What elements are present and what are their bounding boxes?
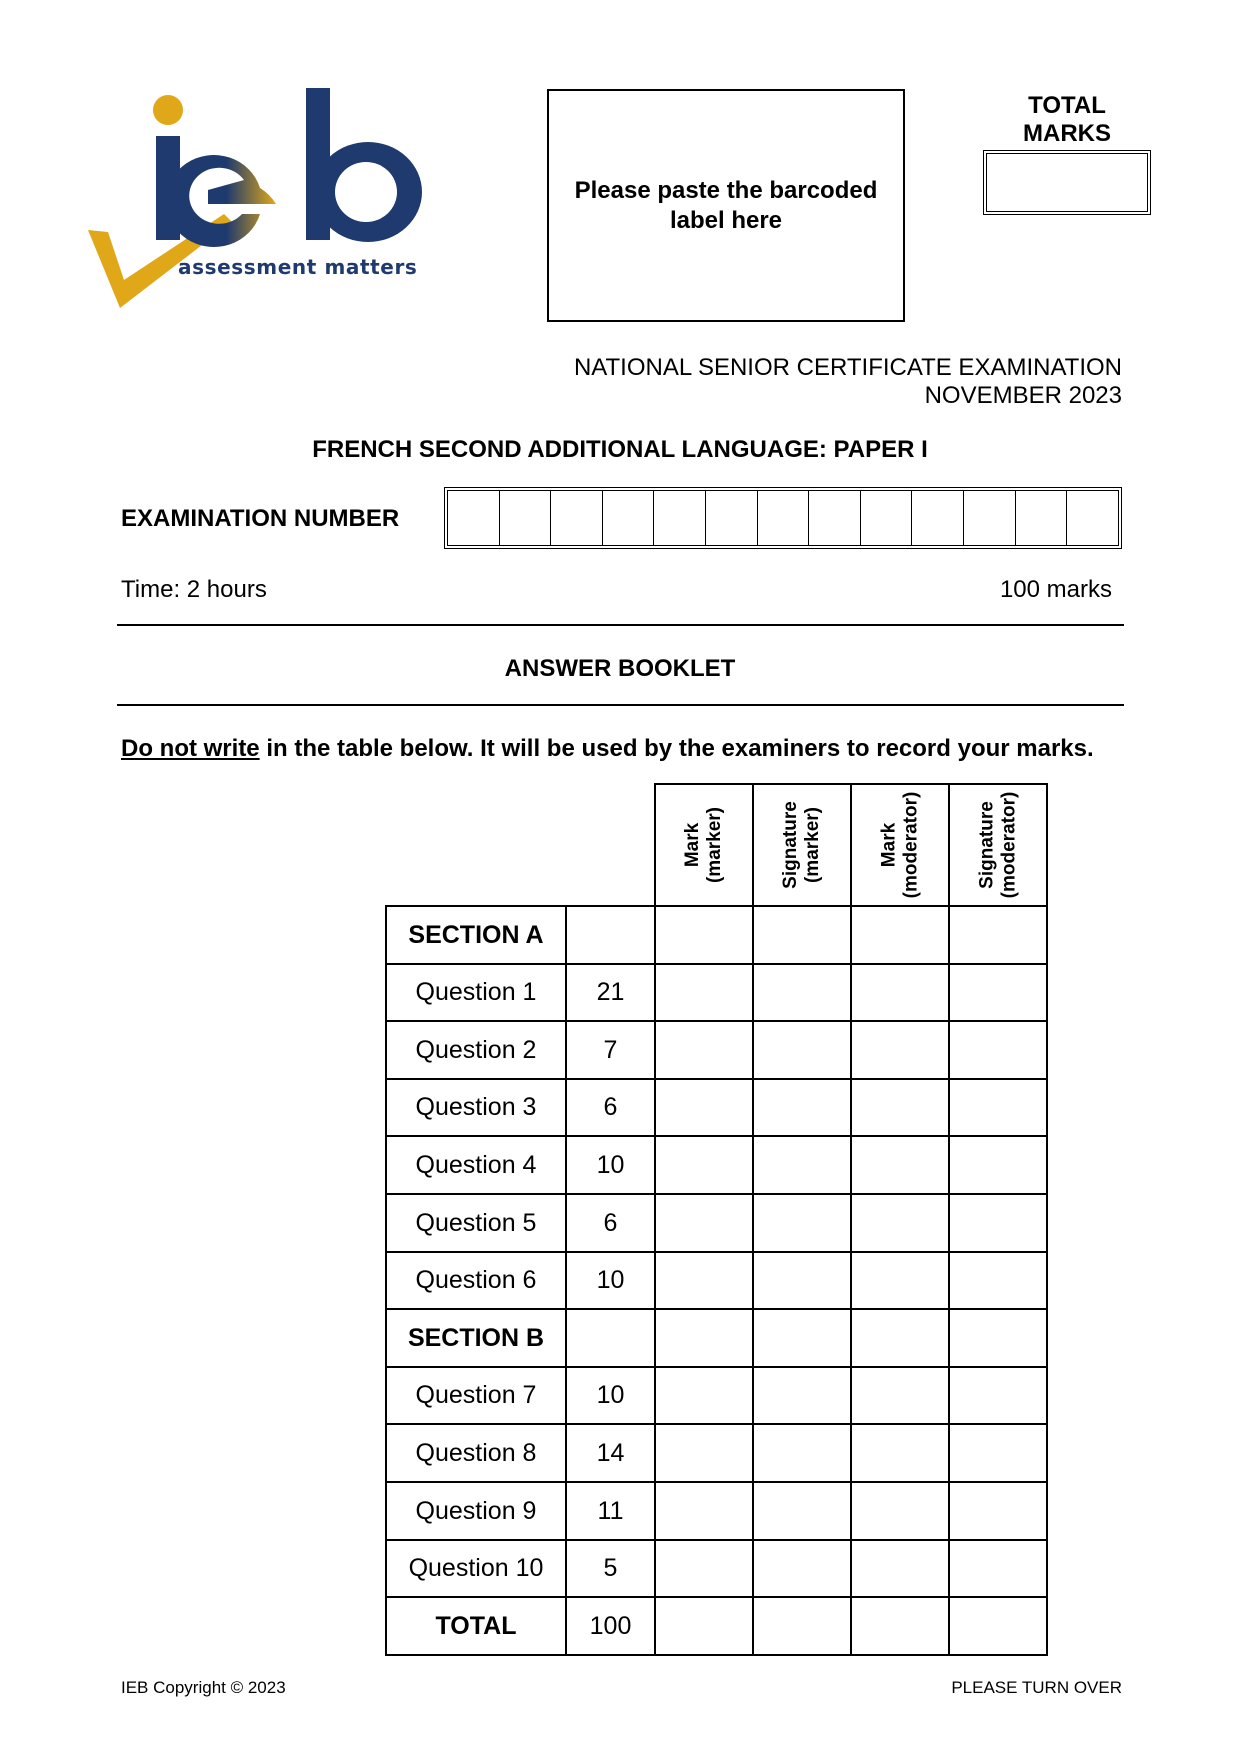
exam-title (540, 354, 1122, 410)
marking-cell[interactable] (948, 963, 1048, 1022)
marking-cell[interactable] (752, 905, 852, 965)
column-header (850, 783, 950, 907)
row-label: TOTAL (385, 1596, 567, 1656)
row-max-marks: 10 (565, 1366, 656, 1425)
marking-cell[interactable] (752, 1020, 852, 1080)
marking-cell[interactable] (752, 1423, 852, 1483)
instruction-rest: in the table below. It will be used by the examiners to record your marks. (259, 735, 1094, 762)
row-max-marks: 100 (565, 1596, 656, 1656)
row-label: Question 5 (385, 1193, 567, 1253)
examination-number-digit-box[interactable] (448, 491, 500, 545)
marking-cell[interactable] (850, 963, 950, 1022)
divider-top (117, 624, 1124, 626)
row-label: Question 3 (385, 1078, 567, 1137)
ieb-logo (84, 82, 434, 318)
row-max-marks: 21 (565, 963, 656, 1022)
marking-cell[interactable] (752, 1078, 852, 1137)
examination-number-digit-box[interactable] (603, 491, 655, 545)
marking-cell[interactable] (654, 1135, 754, 1195)
row-max-marks: 6 (565, 1193, 656, 1253)
marking-cell[interactable] (948, 1078, 1048, 1137)
row-label: Question 1 (385, 963, 567, 1022)
marking-cell[interactable] (948, 1366, 1048, 1425)
marking-cell[interactable] (752, 1308, 852, 1368)
marking-cell[interactable] (850, 1308, 950, 1368)
column-header-label: Mark (marker) (681, 806, 725, 884)
marking-cell[interactable] (654, 905, 754, 965)
marking-cell[interactable] (850, 1193, 950, 1253)
examination-number-digit-box[interactable] (861, 491, 913, 545)
examination-number-digit-box[interactable] (1067, 491, 1118, 545)
answer-booklet-heading: ANSWER BOOKLET (504, 655, 736, 682)
row-label: Question 6 (385, 1251, 567, 1310)
marking-cell[interactable] (850, 1423, 950, 1483)
marking-cell[interactable] (948, 1251, 1048, 1310)
examination-number-digit-box[interactable] (706, 491, 758, 545)
examination-number-digit-box[interactable] (1016, 491, 1068, 545)
row-label: Question 10 (385, 1539, 567, 1598)
marking-cell[interactable] (654, 1078, 754, 1137)
logo-tagline: assessment matters (178, 255, 418, 279)
row-label: Question 2 (385, 1020, 567, 1080)
marking-cell[interactable] (654, 1251, 754, 1310)
marking-cell[interactable] (850, 1366, 950, 1425)
marking-cell[interactable] (654, 1596, 754, 1656)
row-max-marks: 7 (565, 1020, 656, 1080)
marking-cell[interactable] (850, 1539, 950, 1598)
row-label: SECTION A (385, 905, 567, 965)
marking-cell[interactable] (654, 963, 754, 1022)
divider-bottom (117, 704, 1124, 706)
examination-number-digit-box[interactable] (500, 491, 552, 545)
marking-cell[interactable] (752, 1251, 852, 1310)
row-max-marks: 10 (565, 1135, 656, 1195)
marking-cell[interactable] (850, 905, 950, 965)
row-max-marks (565, 1308, 656, 1368)
row-label: Question 8 (385, 1423, 567, 1483)
row-label: Question 9 (385, 1481, 567, 1541)
marking-cell[interactable] (654, 1423, 754, 1483)
marking-cell[interactable] (850, 1251, 950, 1310)
column-header-label: Mark (moderator) (878, 791, 921, 899)
marking-cell[interactable] (752, 963, 852, 1022)
marking-cell[interactable] (850, 1078, 950, 1137)
marking-cell[interactable] (850, 1596, 950, 1656)
row-label: Question 4 (385, 1135, 567, 1195)
marking-cell[interactable] (850, 1020, 950, 1080)
table-instruction (121, 735, 1094, 763)
marking-cell[interactable] (948, 1308, 1048, 1368)
examination-number-digit-box[interactable] (912, 491, 964, 545)
column-header (654, 783, 754, 907)
marking-cell[interactable] (654, 1481, 754, 1541)
total-marks-box (983, 150, 1151, 215)
marking-cell[interactable] (654, 1020, 754, 1080)
marking-cell[interactable] (752, 1539, 852, 1598)
column-header (948, 783, 1048, 907)
total-marks-label: TOTAL MARKS (1023, 92, 1111, 147)
examination-number-digit-box[interactable] (758, 491, 810, 545)
marking-cell[interactable] (654, 1308, 754, 1368)
examination-number-boxes[interactable] (444, 487, 1122, 549)
marking-cell[interactable] (948, 1193, 1048, 1253)
barcode-label-text: Please paste the barcoded label here (574, 176, 878, 234)
examination-number-digit-box[interactable] (964, 491, 1016, 545)
row-max-marks: 14 (565, 1423, 656, 1483)
instruction-underlined: Do not write (121, 735, 260, 762)
marking-cell[interactable] (948, 1135, 1048, 1195)
marking-cell[interactable] (752, 1366, 852, 1425)
examination-number-digit-box[interactable] (551, 491, 603, 545)
marking-cell[interactable] (948, 1020, 1048, 1080)
footer-copyright: IEB Copyright © 2023 (121, 1678, 286, 1697)
row-max-marks (565, 905, 656, 965)
footer-turn-over: PLEASE TURN OVER (951, 1678, 1122, 1697)
marking-cell[interactable] (752, 1481, 852, 1541)
column-header-label: Signature (moderator) (976, 791, 1019, 899)
ieb-logo-graphic (84, 82, 434, 318)
marking-cell[interactable] (948, 1423, 1048, 1483)
row-max-marks: 10 (565, 1251, 656, 1310)
marking-cell[interactable] (948, 1481, 1048, 1541)
row-max-marks: 5 (565, 1539, 656, 1598)
row-label: SECTION B (385, 1308, 567, 1368)
marking-cell[interactable] (654, 1539, 754, 1598)
total-available-marks: 100 marks (999, 576, 1112, 603)
exam-title-line2: NOVEMBER 2023 (924, 382, 1122, 409)
exam-title-line1: NATIONAL SENIOR CERTIFICATE EXAMINATION (573, 354, 1122, 381)
marking-cell[interactable] (654, 1366, 754, 1425)
examination-number-digit-box[interactable] (654, 491, 706, 545)
marking-cell[interactable] (752, 1193, 852, 1253)
examination-number-digit-box[interactable] (809, 491, 861, 545)
marking-cell[interactable] (850, 1135, 950, 1195)
barcode-label-box (547, 89, 905, 322)
row-max-marks: 6 (565, 1078, 656, 1137)
row-max-marks: 11 (565, 1481, 656, 1541)
subject-title: FRENCH SECOND ADDITIONAL LANGUAGE: PAPER I (312, 436, 928, 463)
row-label: Question 7 (385, 1366, 567, 1425)
examination-number-label: EXAMINATION NUMBER (121, 505, 400, 532)
marking-cell[interactable] (948, 1596, 1048, 1656)
column-header (752, 783, 852, 907)
marking-cell[interactable] (948, 1539, 1048, 1598)
marking-cell[interactable] (948, 905, 1048, 965)
marking-cell[interactable] (752, 1596, 852, 1656)
marking-cell[interactable] (654, 1193, 754, 1253)
column-header-label: Signature (marker) (780, 801, 823, 889)
time-allowed: Time: 2 hours (121, 576, 267, 603)
marking-cell[interactable] (850, 1481, 950, 1541)
marking-cell[interactable] (752, 1135, 852, 1195)
